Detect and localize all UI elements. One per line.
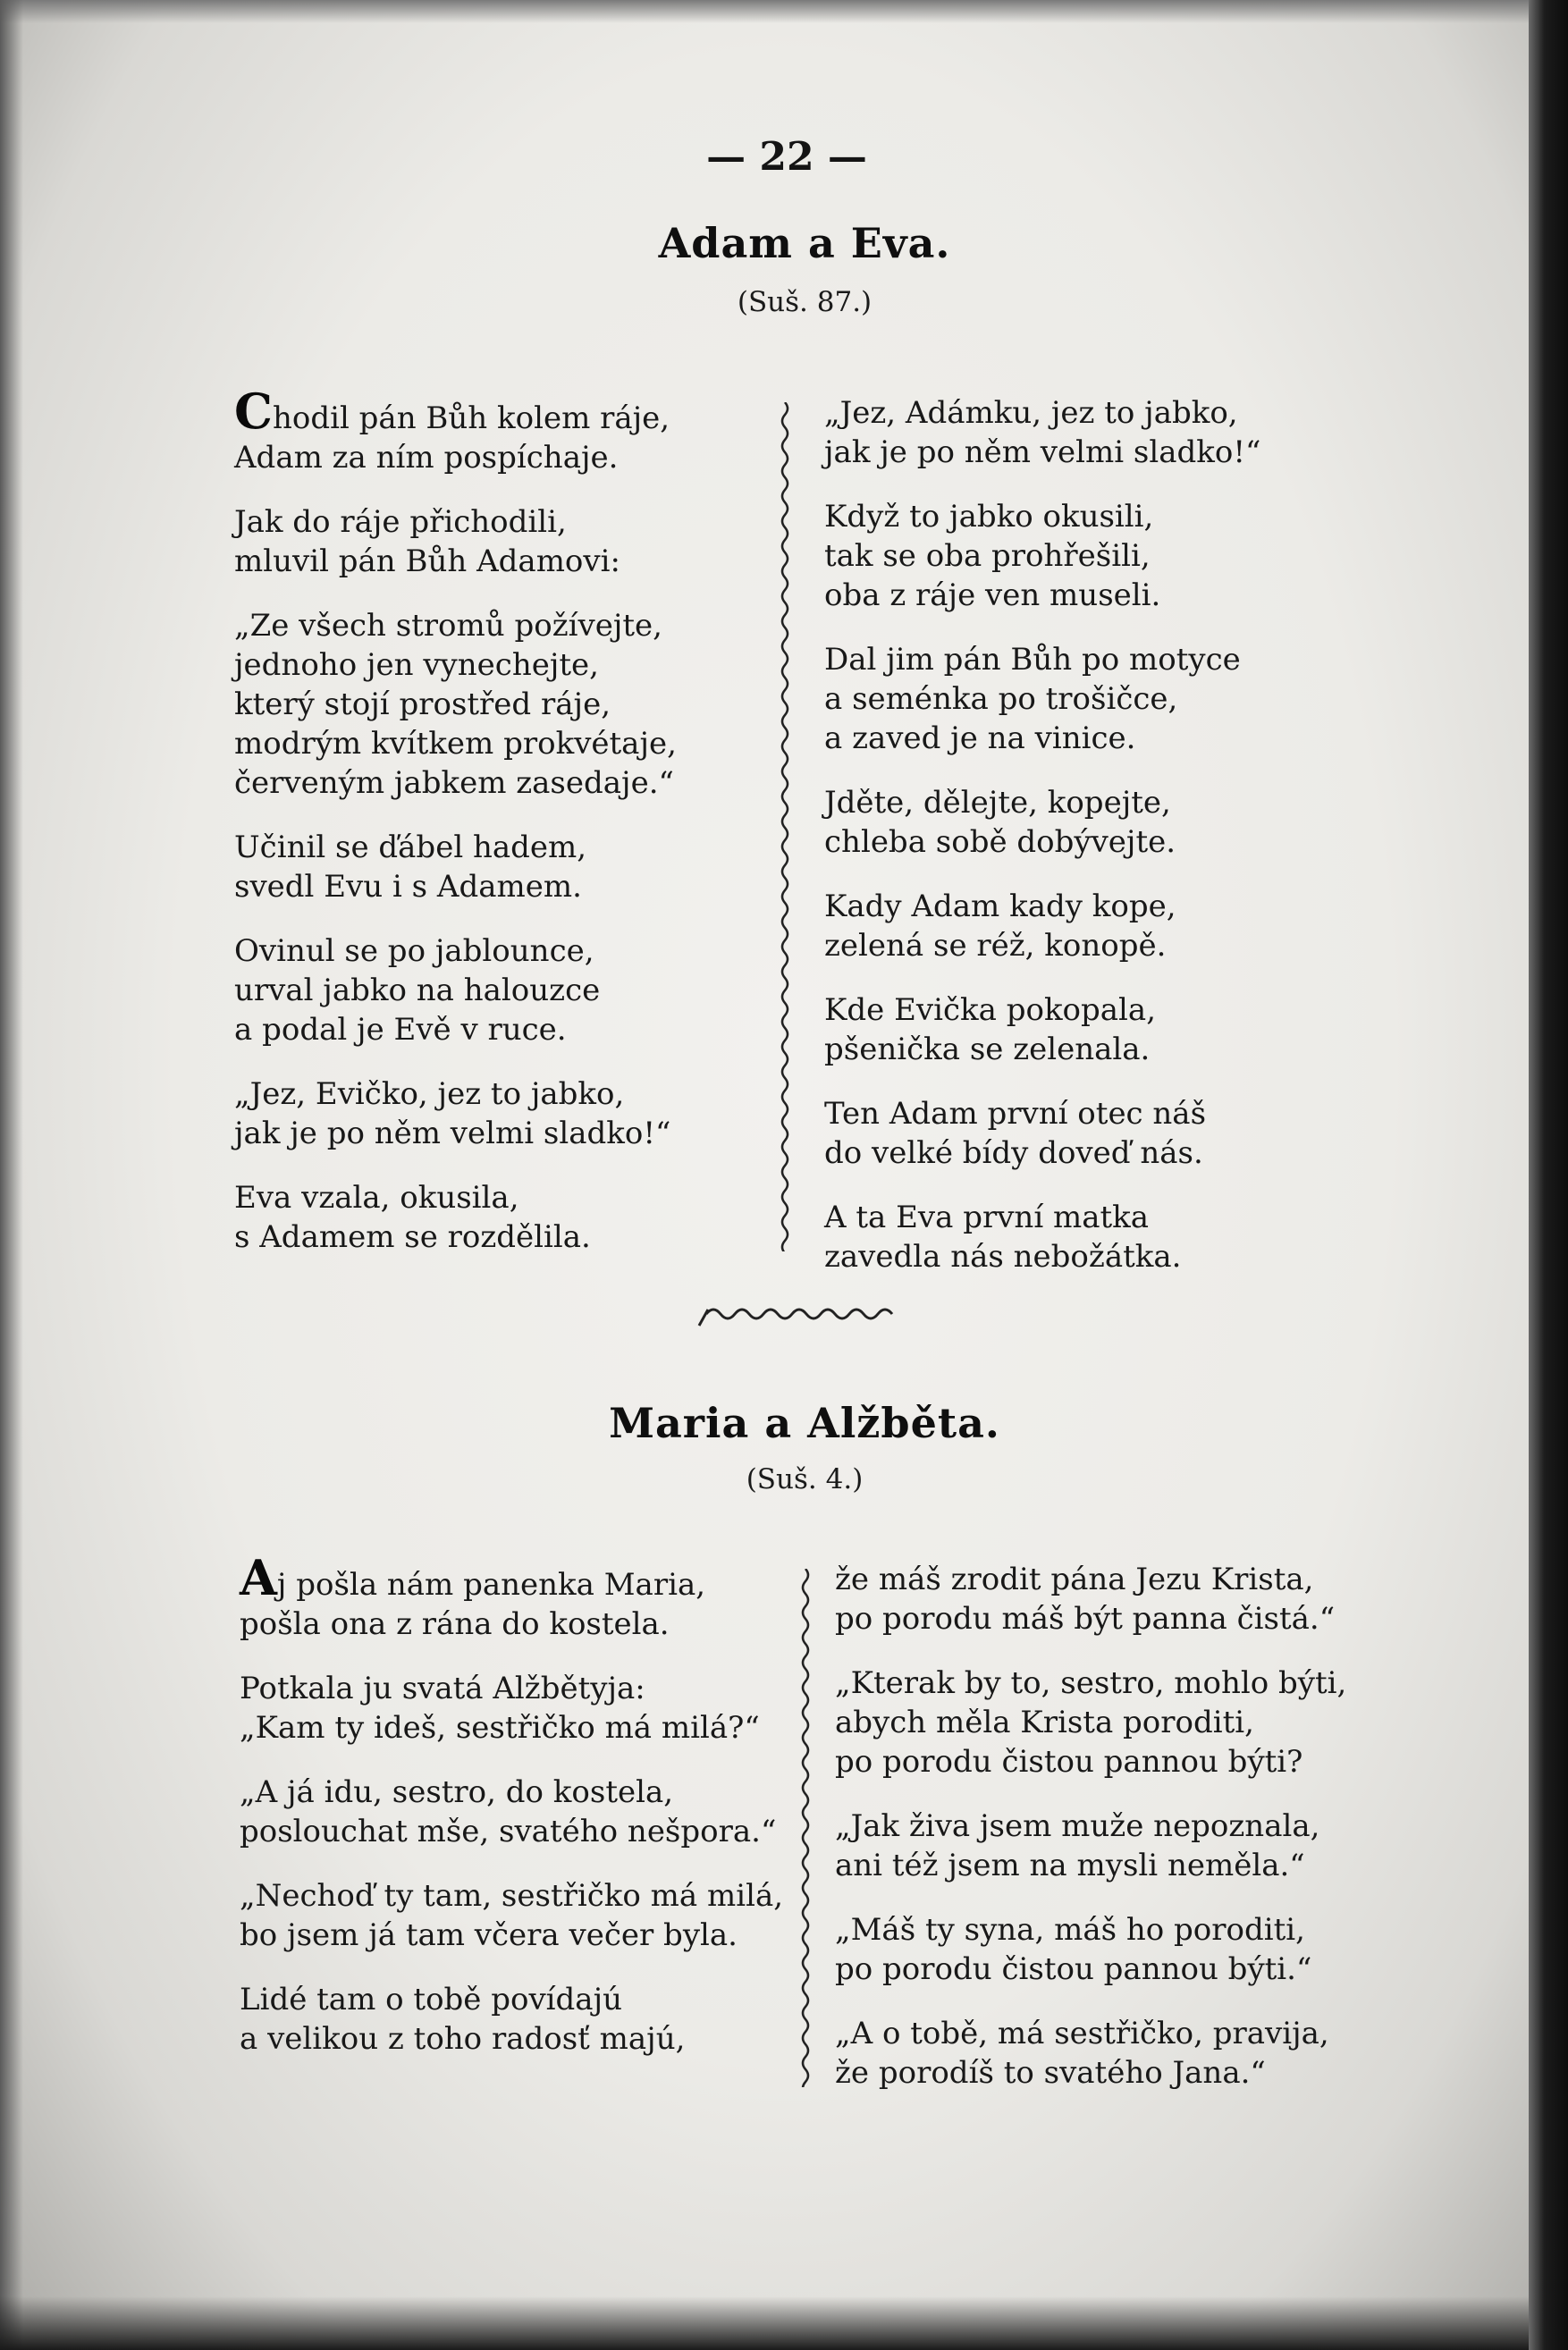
verse-text: po porodu čistou pannou býti.“ bbox=[835, 1951, 1312, 1987]
stanza bbox=[240, 1980, 830, 2059]
verse-text: „Kterak by to, sestro, mohlo býti, bbox=[835, 1665, 1347, 1701]
stanza bbox=[240, 1876, 830, 1955]
poem2-column-brace bbox=[798, 1569, 813, 2087]
verse-text: hodil pán Bůh kolem ráje, bbox=[272, 400, 670, 436]
stanza bbox=[234, 502, 824, 581]
verse-text: že máš zrodit pána Jezu Krista, bbox=[835, 1562, 1314, 1597]
verse-text: j pošla nám panenka Maria, bbox=[276, 1567, 706, 1603]
verse-text: po porodu čistou pannou býti? bbox=[835, 1744, 1303, 1780]
verse-line bbox=[234, 606, 824, 645]
verse-text: Učinil se ďábel hadem, bbox=[234, 830, 587, 865]
drop-cap: C bbox=[234, 383, 273, 440]
stanza bbox=[824, 1094, 1414, 1173]
poem1-left-column bbox=[234, 383, 824, 1282]
poem1-title: Adam a Eva. bbox=[658, 219, 951, 267]
verse-line bbox=[835, 1807, 1425, 1846]
stanza bbox=[835, 1560, 1425, 1638]
verse-line bbox=[824, 1198, 1414, 1237]
verse-text: Adam za ním pospíchaje. bbox=[234, 440, 619, 476]
poem2-left-column bbox=[240, 1549, 830, 2084]
brace-line bbox=[782, 402, 788, 1251]
verse-line bbox=[835, 1910, 1425, 1950]
verse-text: pošla ona z rána do kostela. bbox=[240, 1606, 670, 1642]
stanza bbox=[824, 990, 1414, 1069]
verse-text: a zaved je na vinice. bbox=[824, 720, 1136, 756]
verse-line bbox=[240, 1876, 830, 1916]
verse-line bbox=[835, 2053, 1425, 2093]
verse-text: „Kam ty ideš, sestřičko má milá?“ bbox=[240, 1710, 760, 1746]
verse-line bbox=[835, 1742, 1425, 1781]
verse-line bbox=[234, 383, 824, 440]
verse-line bbox=[835, 1950, 1425, 1989]
poem2-source: (Suš. 4.) bbox=[746, 1463, 864, 1495]
page-number: — 22 — bbox=[706, 134, 867, 180]
verse-text: červeným jabkem zasedaje.“ bbox=[234, 765, 674, 801]
verse-line bbox=[240, 1669, 830, 1708]
verse-line bbox=[824, 679, 1414, 719]
verse-text: po porodu máš být panna čistá.“ bbox=[835, 1601, 1336, 1637]
poem2-right-column bbox=[835, 1560, 1425, 2118]
verse-text: a seménka po trošičce, bbox=[824, 681, 1178, 717]
verse-text: oba z ráje ven museli. bbox=[824, 577, 1161, 613]
verse-text: urval jabko na halouzce bbox=[234, 973, 601, 1008]
verse-line bbox=[234, 1074, 824, 1114]
verse-line bbox=[835, 1599, 1425, 1638]
verse-text: jak je po něm velmi sladko!“ bbox=[234, 1116, 671, 1151]
verse-line bbox=[835, 1703, 1425, 1742]
verse-line bbox=[234, 724, 824, 763]
verse-text: chleba sobě dobývejte. bbox=[824, 824, 1176, 860]
verse-line bbox=[824, 990, 1414, 1030]
brace-line bbox=[803, 1569, 808, 2087]
verse-text: že porodíš to svatého Jana.“ bbox=[835, 2055, 1266, 2091]
verse-line bbox=[240, 2019, 830, 2059]
verse-text: a velikou z toho radosť majú, bbox=[240, 2021, 686, 2057]
verse-text: svedl Evu i s Adamem. bbox=[234, 869, 582, 905]
verse-line bbox=[824, 1030, 1414, 1069]
verse-text: „Máš ty syna, máš ho poroditi, bbox=[835, 1912, 1305, 1948]
stanza bbox=[835, 1910, 1425, 1989]
stanza bbox=[234, 931, 824, 1049]
verse-line bbox=[824, 433, 1414, 472]
verse-line bbox=[234, 931, 824, 971]
verse-text: „A já idu, sestro, do kostela, bbox=[240, 1774, 674, 1810]
verse-text: Dal jim pán Bůh po motyce bbox=[824, 642, 1241, 678]
verse-line bbox=[234, 645, 824, 685]
verse-text: mluvil pán Bůh Adamovi: bbox=[234, 543, 620, 579]
verse-text: bo jsem já tam včera večer byla. bbox=[240, 1917, 738, 1953]
verse-text: Potkala ju svatá Alžbětyja: bbox=[240, 1671, 645, 1706]
stanza bbox=[234, 383, 824, 477]
verse-line bbox=[234, 828, 824, 867]
verse-line bbox=[824, 719, 1414, 758]
verse-line bbox=[234, 1010, 824, 1049]
poem2-title: Maria a Alžběta. bbox=[609, 1399, 1000, 1447]
verse-text: modrým kvítkem prokvétaje, bbox=[234, 726, 677, 762]
verse-text: s Adamem se rozdělila. bbox=[234, 1219, 591, 1255]
verse-line bbox=[835, 1846, 1425, 1885]
verse-line bbox=[824, 783, 1414, 822]
stanza bbox=[234, 606, 824, 803]
verse-text: Když to jabko okusili, bbox=[824, 499, 1154, 535]
verse-line bbox=[240, 1773, 830, 1812]
verse-line bbox=[234, 502, 824, 542]
verse-line bbox=[240, 1605, 830, 1644]
verse-line bbox=[234, 763, 824, 803]
scan-shadow-bottom bbox=[0, 2296, 1568, 2350]
stanza bbox=[824, 1198, 1414, 1276]
stanza bbox=[240, 1669, 830, 1748]
verse-line bbox=[835, 1560, 1425, 1599]
drop-cap: A bbox=[240, 1549, 277, 1606]
verse-text: pšenička se zelenala. bbox=[824, 1032, 1151, 1067]
stanza bbox=[824, 497, 1414, 615]
verse-text: „Jez, Adámku, jez to jabko, bbox=[824, 395, 1238, 431]
verse-line bbox=[835, 2014, 1425, 2053]
verse-text: Eva vzala, okusila, bbox=[234, 1180, 519, 1216]
verse-text: tak se oba prohřešili, bbox=[824, 538, 1151, 574]
verse-line bbox=[824, 822, 1414, 862]
verse-line bbox=[240, 1549, 830, 1606]
verse-line bbox=[240, 1916, 830, 1955]
stanza bbox=[824, 783, 1414, 862]
verse-line bbox=[824, 497, 1414, 536]
verse-text: který stojí prostřed ráje, bbox=[234, 686, 611, 722]
stanza bbox=[234, 1074, 824, 1153]
verse-line bbox=[234, 971, 824, 1010]
stanza bbox=[835, 1664, 1425, 1781]
verse-text: poslouchat mše, svatého nešpora.“ bbox=[240, 1814, 777, 1849]
verse-text: „Nechoď ty tam, sestřičko má milá, bbox=[240, 1878, 784, 1914]
verse-line bbox=[240, 1980, 830, 2019]
verse-text: „Ze všech stromů požívejte, bbox=[234, 608, 662, 644]
verse-text: zavedla nás nebožátka. bbox=[824, 1239, 1182, 1275]
verse-text: Ovinul se po jablounce, bbox=[234, 933, 594, 969]
verse-line bbox=[234, 1217, 824, 1257]
verse-line bbox=[824, 640, 1414, 679]
verse-line bbox=[240, 1812, 830, 1851]
verse-text: zelená se réž, konopě. bbox=[824, 928, 1167, 964]
verse-line bbox=[234, 1114, 824, 1153]
stanza bbox=[234, 1178, 824, 1257]
stanza bbox=[824, 640, 1414, 758]
poem1-right-column bbox=[824, 393, 1414, 1301]
stanza bbox=[240, 1549, 830, 1644]
verse-line bbox=[234, 1178, 824, 1217]
verse-text: „A o tobě, má sestřičko, pravija, bbox=[835, 2016, 1329, 2051]
verse-text: jak je po něm velmi sladko!“ bbox=[824, 434, 1261, 470]
verse-text: ani též jsem na mysli neměla.“ bbox=[835, 1848, 1305, 1883]
verse-text: abych měla Krista poroditi, bbox=[835, 1705, 1254, 1740]
stanza bbox=[835, 2014, 1425, 2093]
verse-line bbox=[824, 536, 1414, 576]
section-divider-ornament bbox=[697, 1292, 912, 1327]
verse-text: a podal je Evě v ruce. bbox=[234, 1012, 567, 1048]
verse-text: Jak do ráje přichodili, bbox=[234, 504, 567, 540]
verse-line bbox=[234, 685, 824, 724]
verse-line bbox=[824, 1094, 1414, 1133]
verse-line bbox=[824, 926, 1414, 965]
poem1-column-brace bbox=[778, 402, 792, 1251]
verse-text: Kde Evička pokopala, bbox=[824, 992, 1157, 1028]
verse-text: A ta Eva první matka bbox=[824, 1200, 1150, 1235]
verse-line bbox=[234, 438, 824, 477]
poem1-source: (Suš. 87.) bbox=[737, 286, 873, 318]
verse-text: „Jak živa jsem muže nepoznala, bbox=[835, 1808, 1320, 1844]
verse-text: jednoho jen vynechejte, bbox=[234, 647, 599, 683]
verse-line bbox=[234, 542, 824, 581]
verse-line bbox=[835, 1664, 1425, 1703]
verse-text: „Jez, Evičko, jez to jabko, bbox=[234, 1076, 625, 1112]
verse-line bbox=[240, 1708, 830, 1748]
scan-shadow-top bbox=[0, 0, 1568, 23]
verse-text: Jděte, dělejte, kopejte, bbox=[824, 785, 1171, 821]
verse-text: Kady Adam kady kope, bbox=[824, 889, 1176, 924]
verse-line bbox=[824, 887, 1414, 926]
stanza bbox=[824, 887, 1414, 965]
verse-line bbox=[824, 1237, 1414, 1276]
stanza bbox=[835, 1807, 1425, 1885]
scan-shadow-left bbox=[0, 0, 23, 2350]
verse-text: Lidé tam o tobě povídajú bbox=[240, 1982, 623, 2017]
verse-line bbox=[824, 576, 1414, 615]
verse-text: do velké bídy doveď nás. bbox=[824, 1135, 1203, 1171]
verse-line bbox=[824, 1133, 1414, 1173]
stanza bbox=[824, 393, 1414, 472]
scan-shadow-right bbox=[1529, 0, 1568, 2350]
verse-line bbox=[234, 867, 824, 906]
stanza bbox=[234, 828, 824, 906]
verse-line bbox=[824, 393, 1414, 433]
stanza bbox=[240, 1773, 830, 1851]
verse-text: Ten Adam první otec náš bbox=[824, 1096, 1207, 1132]
